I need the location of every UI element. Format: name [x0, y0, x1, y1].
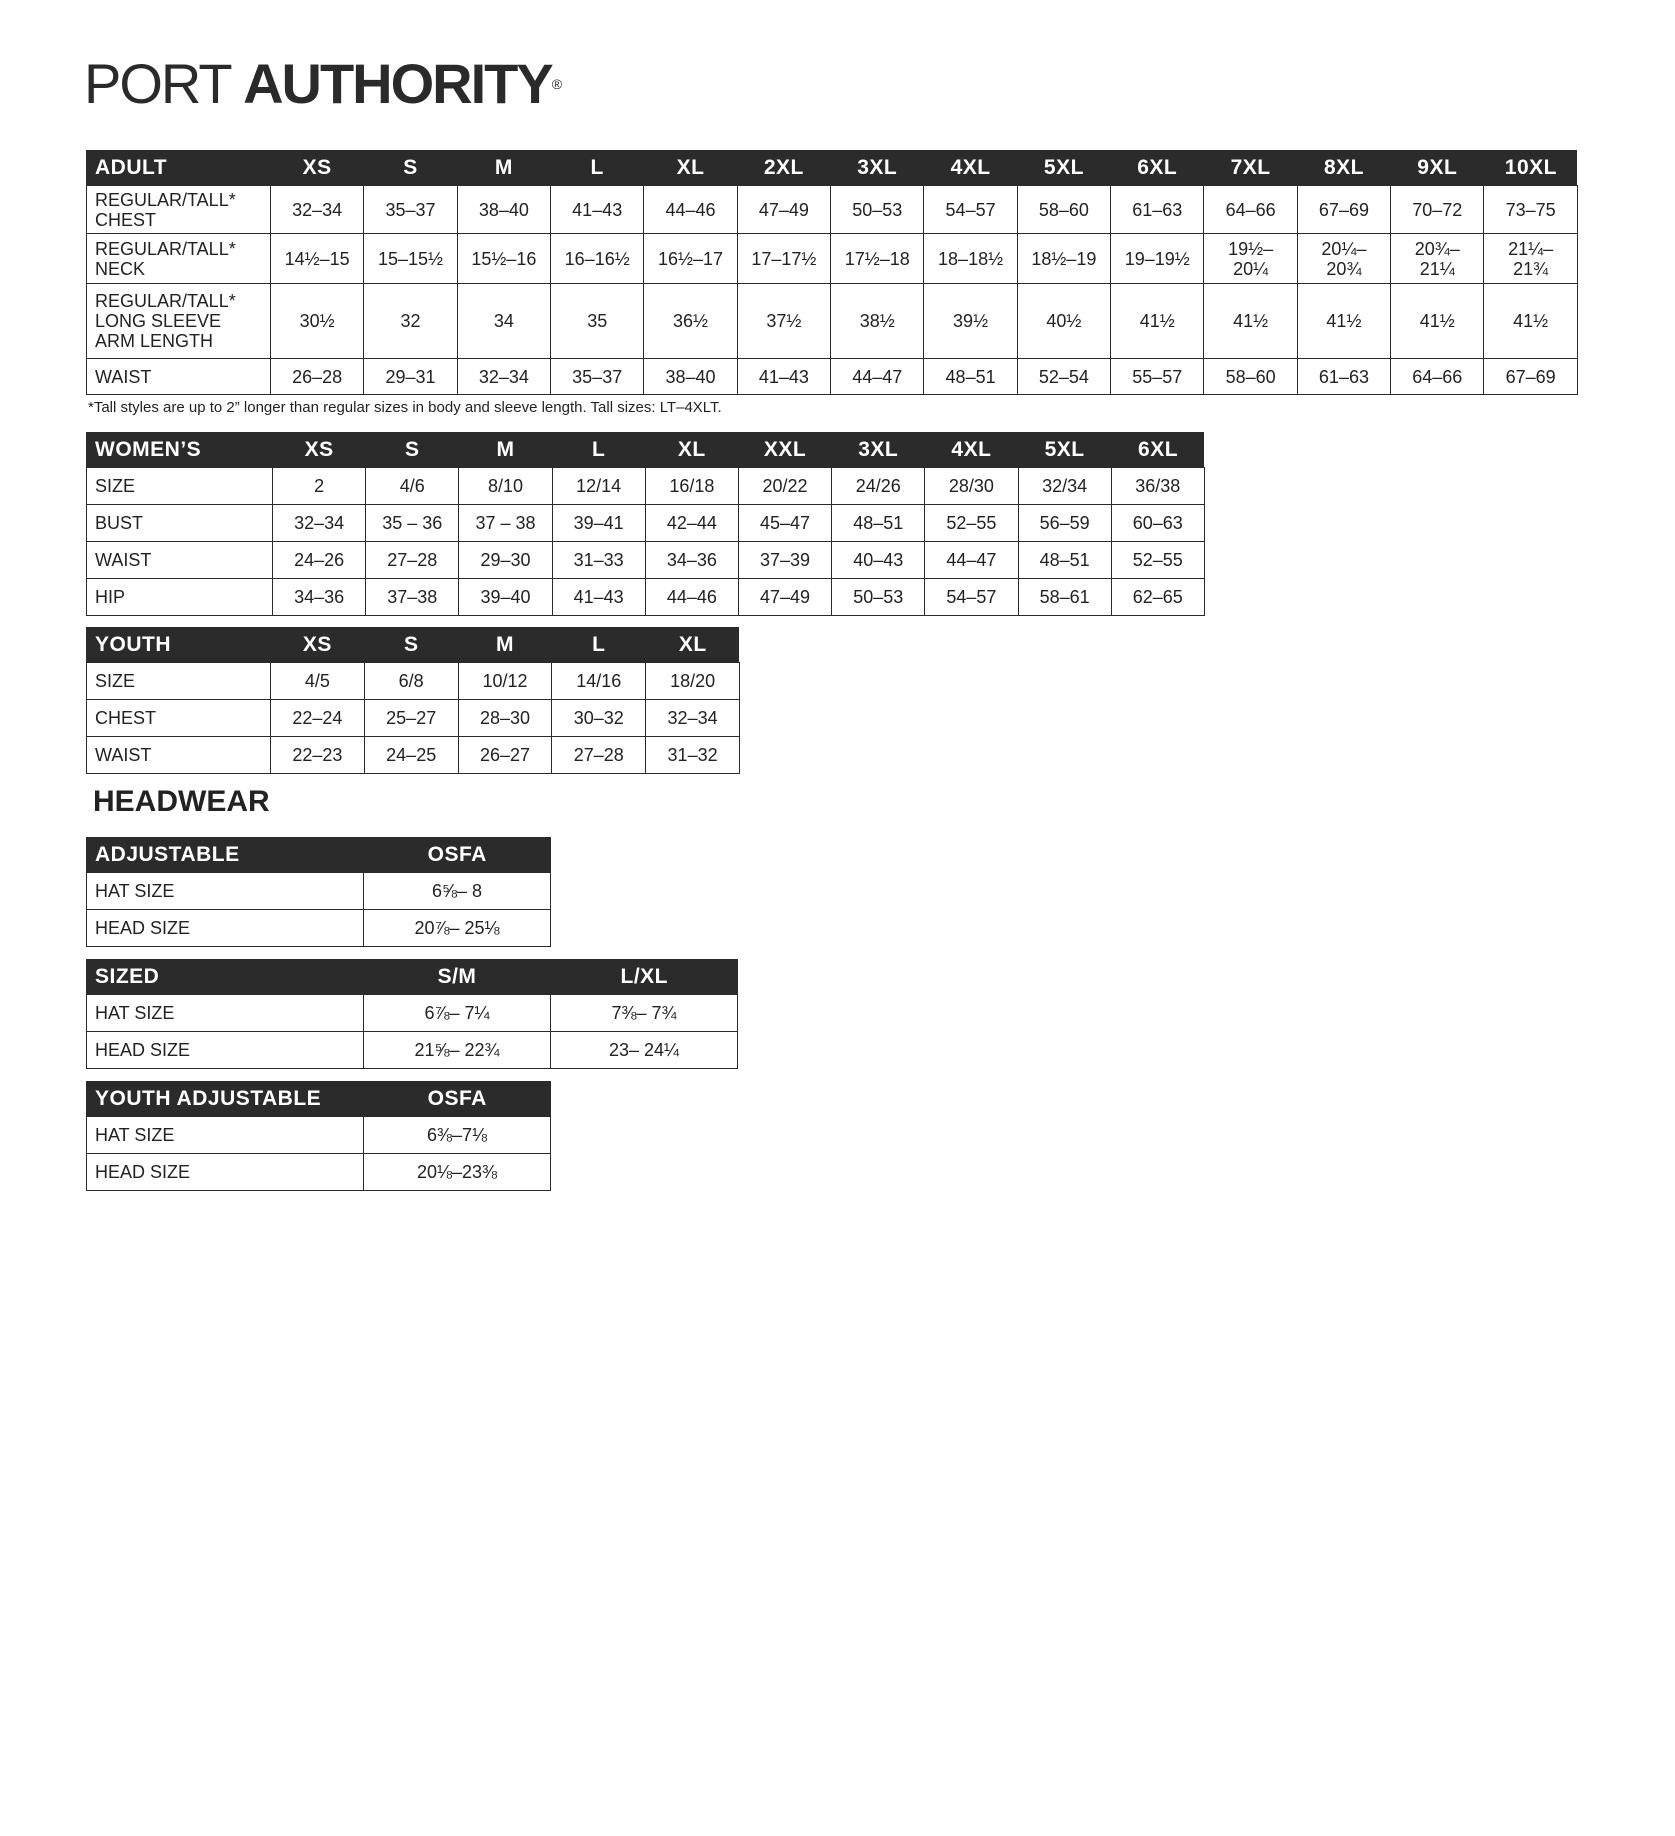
table-cell: 29–30 [459, 542, 552, 579]
table-row [87, 663, 740, 700]
table-title: YOUTH ADJUSTABLE [87, 1081, 364, 1117]
column-header: XS [271, 627, 365, 663]
table-cell: 19–19½ [1111, 234, 1204, 284]
column-header: S [366, 432, 459, 468]
youth-adjustable-headwear-table [86, 1081, 551, 1191]
table-cell: 4/6 [366, 468, 459, 505]
row-label: SIZE [87, 663, 271, 700]
table-cell: 67–69 [1484, 359, 1577, 395]
column-header: 7XL [1204, 150, 1297, 186]
table-title: ADULT [87, 150, 271, 186]
table-cell: 37–38 [366, 579, 459, 616]
table-cell: 38–40 [457, 186, 550, 234]
column-header: 5XL [1018, 432, 1111, 468]
table-cell: 15½–16 [457, 234, 550, 284]
table-cell: 14½–15 [271, 234, 364, 284]
table-cell: 41½ [1204, 284, 1297, 359]
table-cell: 30½ [271, 284, 364, 359]
row-label: REGULAR/TALL* NECK [87, 234, 271, 284]
table-row [87, 505, 1205, 542]
table-cell: 36/38 [1111, 468, 1204, 505]
table-cell: 22–23 [271, 737, 365, 774]
table-row [87, 910, 551, 947]
table-cell: 58–60 [1017, 186, 1110, 234]
logo-word-2: AUTHORITY [243, 52, 552, 115]
table-cell: 4/5 [271, 663, 365, 700]
column-header: L [552, 627, 646, 663]
table-cell: 41½ [1111, 284, 1204, 359]
table-cell: 61–63 [1111, 186, 1204, 234]
table-cell: 29–31 [364, 359, 457, 395]
column-header: M [458, 627, 552, 663]
column-header: 10XL [1484, 150, 1577, 186]
table-cell: 41½ [1297, 284, 1390, 359]
table-cell: 28–30 [458, 700, 552, 737]
table-cell: 39½ [924, 284, 1017, 359]
table-row [87, 1032, 738, 1069]
table-cell: 15–15½ [364, 234, 457, 284]
table-cell: 14/16 [552, 663, 646, 700]
column-header: XS [271, 150, 364, 186]
registered-mark: ® [551, 76, 563, 92]
table-cell: 42–44 [645, 505, 738, 542]
table-cell: 41–43 [551, 186, 644, 234]
sized-headwear-table [86, 959, 738, 1069]
table-cell: 48–51 [832, 505, 925, 542]
row-label: HEAD SIZE [87, 910, 364, 947]
column-header: 4XL [925, 432, 1018, 468]
table-cell: 26–27 [458, 737, 552, 774]
table-cell: 64–66 [1391, 359, 1484, 395]
row-label: HAT SIZE [87, 1117, 364, 1154]
column-header: 5XL [1017, 150, 1110, 186]
adult-size-table [86, 150, 1578, 395]
table-cell: 6⅝– 8 [364, 873, 551, 910]
table-row [87, 468, 1205, 505]
column-header: 3XL [832, 432, 925, 468]
table-cell: 41–43 [737, 359, 830, 395]
table-cell: 7⅜– 7¾ [551, 995, 738, 1032]
table-cell: 41–43 [552, 579, 645, 616]
table-cell: 67–69 [1297, 186, 1390, 234]
column-header: XL [646, 627, 740, 663]
table-cell: 17–17½ [737, 234, 830, 284]
womens-size-table [86, 432, 1205, 616]
table-row [87, 284, 1578, 359]
header-row [87, 432, 1205, 468]
column-header: OSFA [364, 1081, 551, 1117]
table-row [87, 737, 740, 774]
table-cell: 70–72 [1391, 186, 1484, 234]
tall-sizes-note: *Tall styles are up to 2” longer than regular sizes in body and sleeve length. Tall sizes: LT–4XLT. [88, 399, 722, 416]
column-header: 4XL [924, 150, 1017, 186]
table-cell: 12/14 [552, 468, 645, 505]
table-cell: 6⅞– 7¼ [364, 995, 551, 1032]
table-cell: 32–34 [273, 505, 366, 542]
table-cell: 48–51 [1018, 542, 1111, 579]
table-title: WOMEN’S [87, 432, 273, 468]
table-cell: 52–55 [925, 505, 1018, 542]
table-cell: 54–57 [925, 579, 1018, 616]
table-cell: 34 [457, 284, 550, 359]
table-cell: 64–66 [1204, 186, 1297, 234]
column-header: 2XL [737, 150, 830, 186]
table-cell: 6⅜–7⅛ [364, 1117, 551, 1154]
row-label: BUST [87, 505, 273, 542]
port-authority-logo [84, 52, 563, 115]
table-cell: 32 [364, 284, 457, 359]
table-cell: 18–18½ [924, 234, 1017, 284]
table-cell: 50–53 [831, 186, 924, 234]
table-cell: 62–65 [1111, 579, 1204, 616]
table-cell: 32/34 [1018, 468, 1111, 505]
table-cell: 16½–17 [644, 234, 737, 284]
column-header: 8XL [1297, 150, 1390, 186]
column-header: OSFA [364, 837, 551, 873]
row-label: HAT SIZE [87, 995, 364, 1032]
table-cell: 27–28 [552, 737, 646, 774]
table-cell: 24–25 [364, 737, 458, 774]
header-row [87, 1081, 551, 1117]
table-title: SIZED [87, 959, 364, 995]
logo-word-1: PORT [84, 52, 244, 115]
header-row [87, 150, 1578, 186]
table-cell: 73–75 [1484, 186, 1577, 234]
table-cell: 20/22 [738, 468, 831, 505]
table-cell: 20⅞– 25⅛ [364, 910, 551, 947]
table-cell: 36½ [644, 284, 737, 359]
table-cell: 44–47 [925, 542, 1018, 579]
row-label: HEAD SIZE [87, 1154, 364, 1191]
table-cell: 41½ [1484, 284, 1577, 359]
table-cell: 38½ [831, 284, 924, 359]
table-cell: 40½ [1017, 284, 1110, 359]
table-cell: 31–33 [552, 542, 645, 579]
row-label: REGULAR/TALL* LONG SLEEVE ARM LENGTH [87, 284, 271, 359]
table-cell: 31–32 [646, 737, 740, 774]
table-cell: 47–49 [738, 579, 831, 616]
table-cell: 55–57 [1111, 359, 1204, 395]
table-cell: 20⅛–23⅜ [364, 1154, 551, 1191]
row-label: HAT SIZE [87, 873, 364, 910]
column-header: L [552, 432, 645, 468]
table-cell: 58–60 [1204, 359, 1297, 395]
table-cell: 41½ [1391, 284, 1484, 359]
row-label: SIZE [87, 468, 273, 505]
table-row [87, 186, 1578, 234]
column-header: S/M [364, 959, 551, 995]
adjustable-headwear-table [86, 837, 551, 947]
table-cell: 26–28 [271, 359, 364, 395]
table-cell: 37–39 [738, 542, 831, 579]
table-cell: 28/30 [925, 468, 1018, 505]
table-title: YOUTH [87, 627, 271, 663]
table-cell: 37½ [737, 284, 830, 359]
table-cell: 48–51 [924, 359, 1017, 395]
header-row [87, 959, 738, 995]
table-cell: 16–16½ [551, 234, 644, 284]
column-header: 6XL [1111, 150, 1204, 186]
table-cell: 21⅝– 22¾ [364, 1032, 551, 1069]
table-cell: 23– 24¼ [551, 1032, 738, 1069]
table-cell: 18½–19 [1017, 234, 1110, 284]
table-cell: 21¼– 21¾ [1484, 234, 1577, 284]
table-cell: 44–47 [831, 359, 924, 395]
table-cell: 44–46 [644, 186, 737, 234]
table-row [87, 873, 551, 910]
table-cell: 61–63 [1297, 359, 1390, 395]
row-label: REGULAR/TALL* CHEST [87, 186, 271, 234]
table-cell: 24/26 [832, 468, 925, 505]
table-cell: 37 – 38 [459, 505, 552, 542]
column-header: XS [273, 432, 366, 468]
table-cell: 22–24 [271, 700, 365, 737]
column-header: S [364, 150, 457, 186]
table-cell: 35 – 36 [366, 505, 459, 542]
table-cell: 32–34 [271, 186, 364, 234]
row-label: HIP [87, 579, 273, 616]
table-cell: 24–26 [273, 542, 366, 579]
table-row [87, 700, 740, 737]
table-row [87, 995, 738, 1032]
table-cell: 34–36 [645, 542, 738, 579]
table-cell: 6/8 [364, 663, 458, 700]
table-cell: 35–37 [364, 186, 457, 234]
table-cell: 35–37 [551, 359, 644, 395]
table-cell: 19½– 20¼ [1204, 234, 1297, 284]
column-header: XXL [738, 432, 831, 468]
table-row [87, 542, 1205, 579]
table-cell: 32–34 [646, 700, 740, 737]
row-label: CHEST [87, 700, 271, 737]
table-row [87, 234, 1578, 284]
column-header: L [551, 150, 644, 186]
column-header: S [364, 627, 458, 663]
table-cell: 30–32 [552, 700, 646, 737]
table-cell: 45–47 [738, 505, 831, 542]
table-cell: 10/12 [458, 663, 552, 700]
table-cell: 44–46 [645, 579, 738, 616]
table-cell: 58–61 [1018, 579, 1111, 616]
table-row [87, 1117, 551, 1154]
table-row [87, 579, 1205, 616]
row-label: WAIST [87, 737, 271, 774]
table-cell: 50–53 [832, 579, 925, 616]
table-row [87, 1154, 551, 1191]
table-cell: 25–27 [364, 700, 458, 737]
table-cell: 38–40 [644, 359, 737, 395]
table-cell: 2 [273, 468, 366, 505]
table-cell: 39–40 [459, 579, 552, 616]
table-cell: 17½–18 [831, 234, 924, 284]
table-cell: 20¾– 21¼ [1391, 234, 1484, 284]
column-header: M [459, 432, 552, 468]
table-cell: 32–34 [457, 359, 550, 395]
table-cell: 16/18 [645, 468, 738, 505]
table-cell: 34–36 [273, 579, 366, 616]
table-cell: 52–54 [1017, 359, 1110, 395]
row-label: WAIST [87, 359, 271, 395]
table-cell: 8/10 [459, 468, 552, 505]
column-header: XL [645, 432, 738, 468]
table-row [87, 359, 1578, 395]
table-cell: 40–43 [832, 542, 925, 579]
column-header: M [457, 150, 550, 186]
header-row [87, 627, 740, 663]
table-cell: 20¼– 20¾ [1297, 234, 1390, 284]
column-header: 6XL [1111, 432, 1204, 468]
headwear-title: HEADWEAR [93, 785, 270, 818]
column-header: 9XL [1391, 150, 1484, 186]
youth-size-table [86, 627, 740, 774]
row-label: HEAD SIZE [87, 1032, 364, 1069]
column-header: XL [644, 150, 737, 186]
table-cell: 39–41 [552, 505, 645, 542]
table-cell: 27–28 [366, 542, 459, 579]
row-label: WAIST [87, 542, 273, 579]
header-row [87, 837, 551, 873]
column-header: 3XL [831, 150, 924, 186]
table-cell: 18/20 [646, 663, 740, 700]
table-cell: 56–59 [1018, 505, 1111, 542]
table-title: ADJUSTABLE [87, 837, 364, 873]
column-header: L/XL [551, 959, 738, 995]
table-cell: 35 [551, 284, 644, 359]
table-cell: 54–57 [924, 186, 1017, 234]
table-cell: 60–63 [1111, 505, 1204, 542]
table-cell: 52–55 [1111, 542, 1204, 579]
table-cell: 47–49 [737, 186, 830, 234]
